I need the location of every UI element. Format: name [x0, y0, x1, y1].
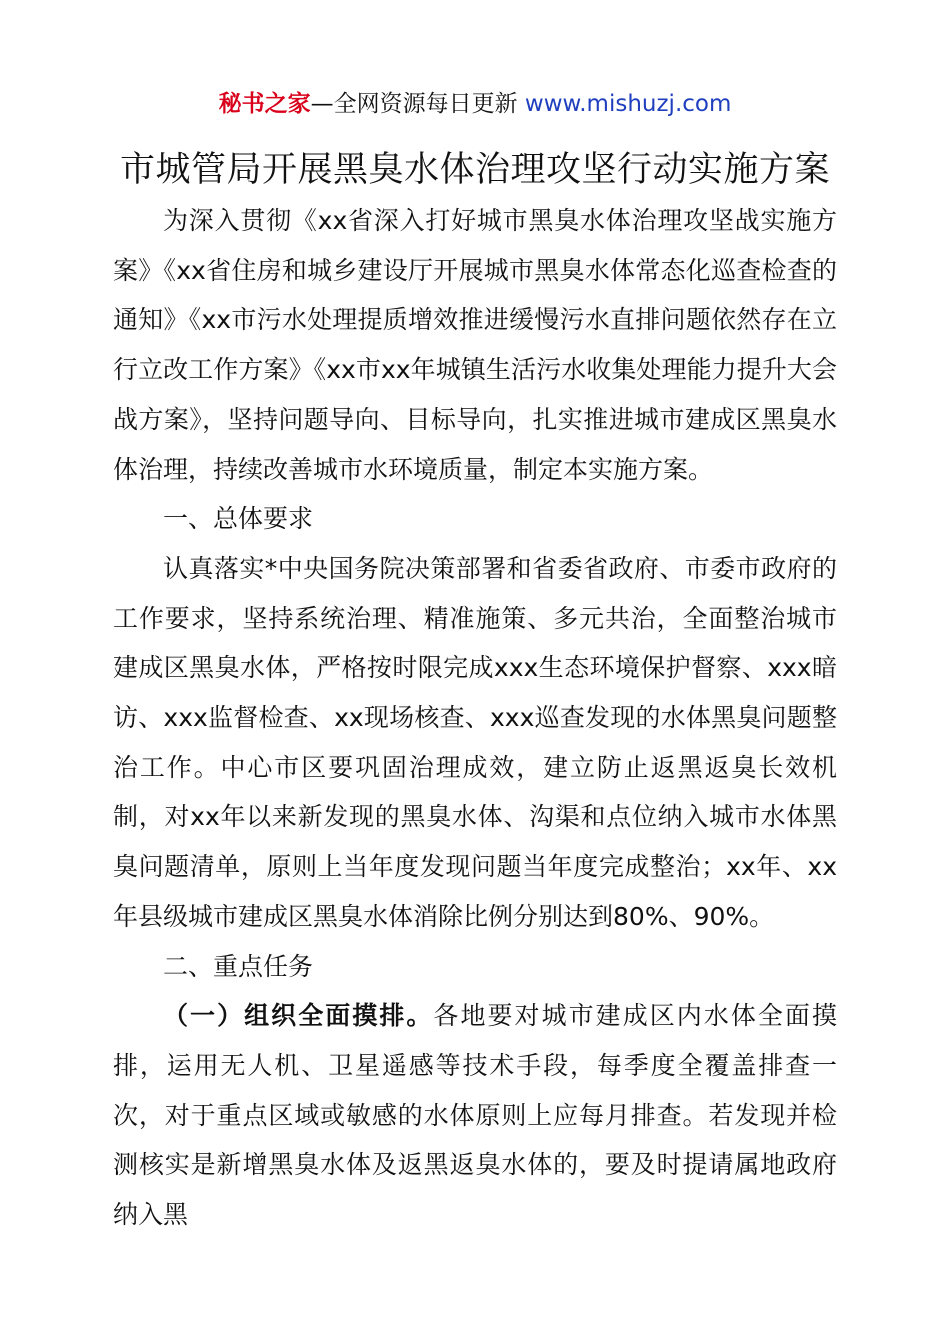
section-heading-general-requirements: 一、总体要求	[163, 504, 314, 534]
site-header	[0, 88, 950, 120]
task-1-title: （一）组织全面摸排。	[163, 1001, 434, 1031]
section-heading-key-tasks: 二、重点任务	[163, 951, 314, 981]
task-1-paragraph	[113, 991, 837, 1240]
site-brand: 秘书之家	[218, 91, 311, 117]
intro-paragraph: 为深入贯彻《xx省深入打好城市黑臭水体治理攻坚战实施方案》《xx省住房和城乡建设厅开展城市黑臭水体常态化巡查检查的通知》《xx市污水处理提质增效推进缓慢污水直排问题依然存在立行立改工作方案》《xx市xx年城镇生活污水收集处理能力提升大会战方案》，坚持问题导向、目标导向，扎实推进城市建成区黑臭水体治理，持续改善城市水环境质量，制定本实施方案。	[113, 206, 837, 484]
document-body	[113, 196, 837, 1240]
task-1-body: 各地要对城市建成区内水体全面摸排，运用无人机、卫星遥感等技术手段，每季度全覆盖排查一次，对于重点区域或敏感的水体原则上应每月排查。若发现并检测核实是新增黑臭水体及返黑返臭水体的，要及时提请属地政府纳入黑	[113, 1001, 837, 1230]
site-tagline: —全网资源每日更新	[310, 91, 525, 117]
site-url-link[interactable]: www.mishuzj.com	[524, 91, 732, 117]
document-title: 市城管局开展黑臭水体治理攻坚行动实施方案	[119, 150, 830, 190]
general-requirements-paragraph: 认真落实*中央国务院决策部署和省委省政府、市委市政府的工作要求，坚持系统治理、精准施策、多元共治，全面整治城市建成区黑臭水体，严格按时限完成xxx生态环境保护督察、xxx暗访、xxx监督检查、xx现场核查、xxx巡查发现的水体黑臭问题整治工作。中心市区要巩固治理成效，建立防止返黑返臭长效机制，对xx年以来新发现的黑臭水体、沟渠和点位纳入城市水体黑臭问题清单，原则上当年度发现问题当年度完成整治；xx年、xx年县级城市建成区黑臭水体消除比例分别达到80%、90%。	[113, 553, 837, 931]
